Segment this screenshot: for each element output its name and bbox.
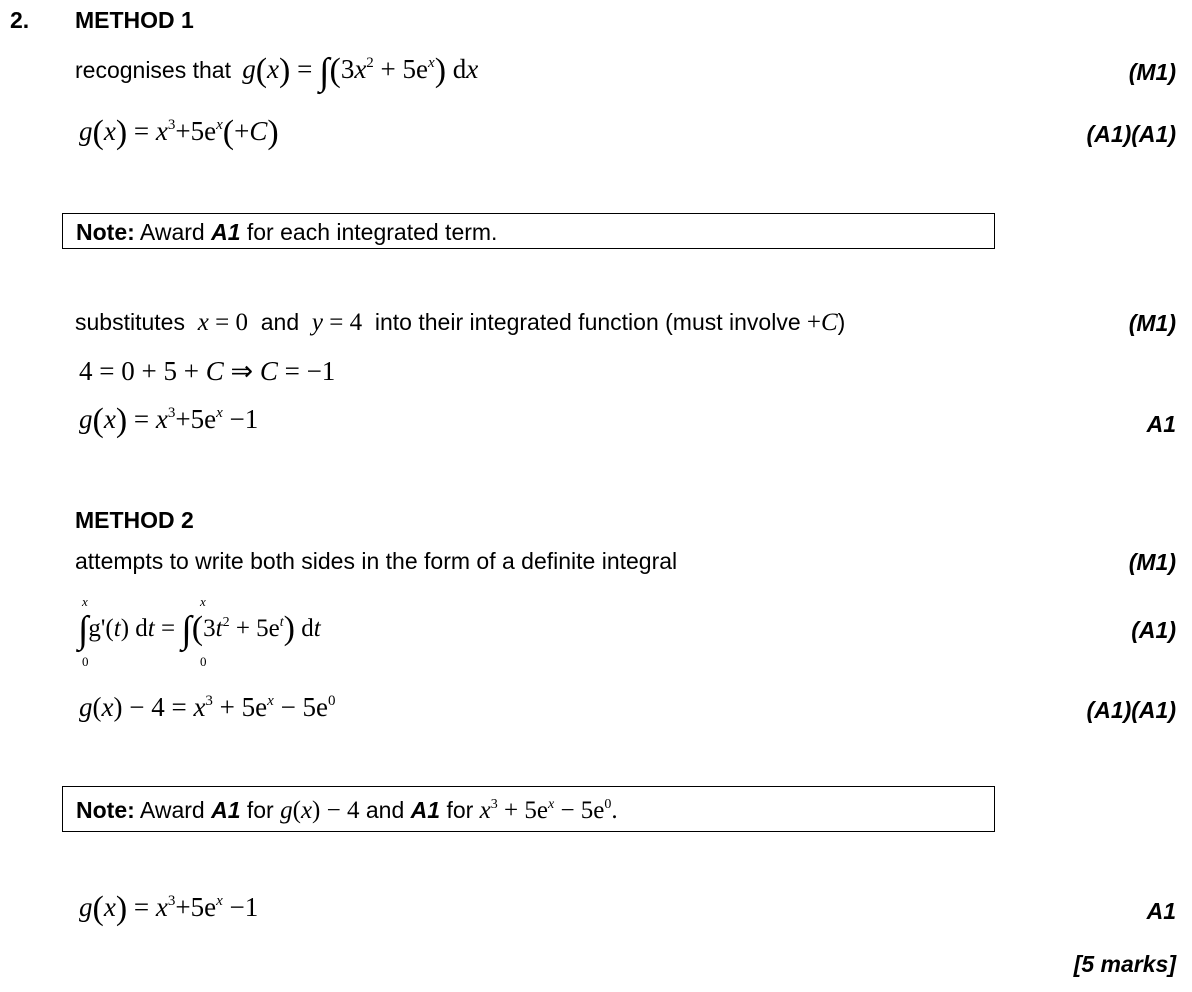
definite-integral-equation: ∫g'(t) dt = $\int(3t^2 + 5e^t)$ dt <box>78 609 321 651</box>
mark-a1-definite-integral: (A1) <box>1131 617 1176 643</box>
upper-limit-left: x <box>82 594 88 609</box>
substitutes-line: substitutes x = 0 and y = 4 into their integrated function (must involve +C) <box>75 309 846 336</box>
lower-limit-left: 0 <box>82 654 89 669</box>
constant-solve-line: 4 = 0 + 5 + C ⇒ C = −1 <box>79 356 336 386</box>
question-number: 2. <box>10 7 30 33</box>
note-label: Note: <box>76 219 135 245</box>
note-box-method2 <box>62 786 995 832</box>
total-marks: [5 marks] <box>1073 951 1176 977</box>
method1-final-expression: $g(x) = x^3+5e^x -1$ <box>79 402 259 439</box>
method1-heading: METHOD 1 <box>75 7 194 33</box>
note-box-method1 <box>62 213 995 249</box>
mark-a1-method1-final: A1 <box>1146 411 1176 437</box>
recognises-text: recognises that <box>75 57 231 83</box>
mark-m1-substitutes: (M1) <box>1128 310 1176 336</box>
lower-limit-right: 0 <box>200 654 207 669</box>
mark-a1a1-method1: (A1)(A1) <box>1086 121 1176 147</box>
upper-limit-right: x <box>200 594 206 609</box>
method2-heading: METHOD 2 <box>75 507 194 533</box>
mark-a1a1-method2: (A1)(A1) <box>1086 697 1176 723</box>
attempts-line: attempts to write both sides in the form of a definite integral <box>75 548 678 574</box>
mark-m1-recognises: (M1) <box>1128 59 1176 85</box>
method1-integrated-expression: $g(x) = x^3+5e^x(+C)$ <box>79 114 279 151</box>
note-text-method1: Note: Award A1 for each integrated term. <box>76 219 498 245</box>
method2-final-expression: $g(x) = x^3+5e^x -1$ <box>79 890 259 927</box>
method1-line-recognises <box>75 50 478 94</box>
mark-m1-method2: (M1) <box>1128 549 1176 575</box>
mark-a1-method2-final: A1 <box>1146 898 1176 924</box>
integral-expression: $g(x) = \int(3x^2 + 5e^x)$ dx <box>242 51 479 93</box>
method2-evaluated-expression: $g(x) - 4 = x^3 + 5e^x - 5e^0$ <box>79 692 336 722</box>
note-text-method2: Note: Award A1 for g(x) − 4 and A1 for $x^3 + 5e^x - 5e^0$. <box>76 797 618 824</box>
